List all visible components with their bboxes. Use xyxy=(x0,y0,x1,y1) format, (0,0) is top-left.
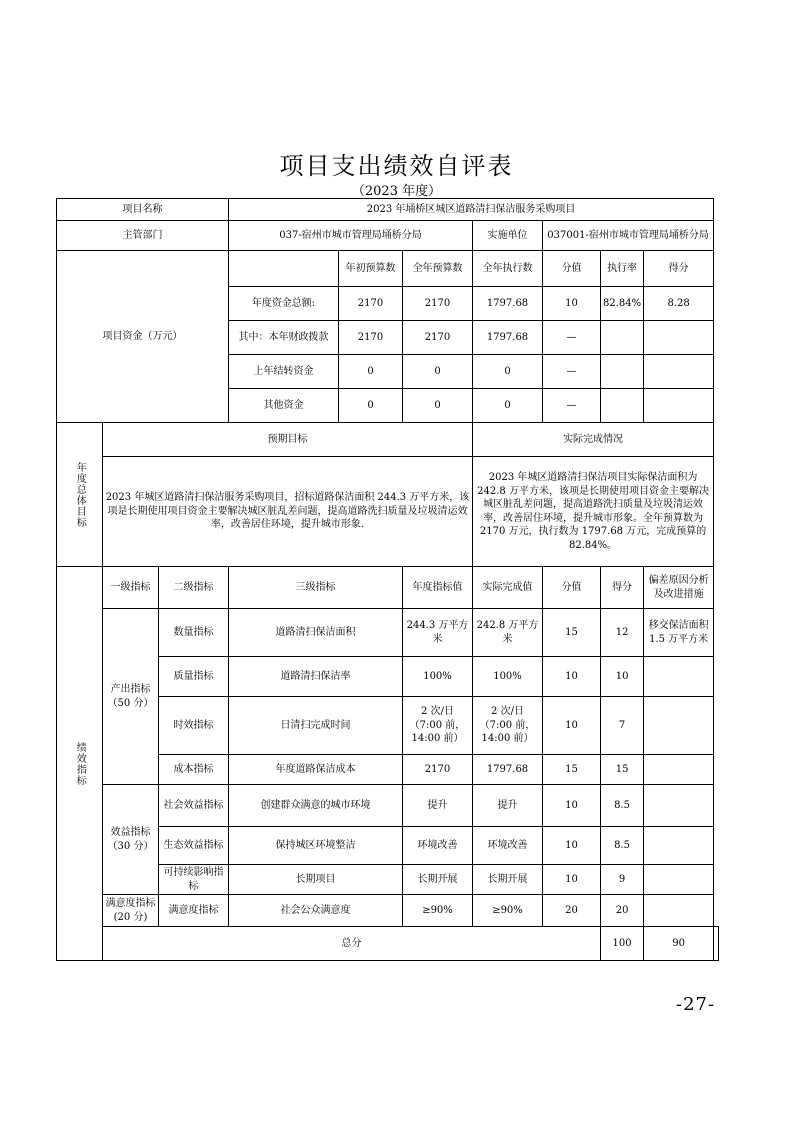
indicator-score: 8.5 xyxy=(601,827,644,865)
funds-header-annual: 全年预算数 xyxy=(403,251,473,287)
indicator-level3: 保持城区环境整洁 xyxy=(229,827,403,865)
goals-actual-text: 2023 年城区道路清扫保洁项目实际保洁面积为 242.8 万平方米，该项是长期使用项目资金主要解决城区脏乱差问题，提高道路洗扫质量及垃圾清运效率，改善居住环境，提升城市形象。全年预算数为 2170 万元，执行数为 1797.68 万元，完成预算的 82.84%。 xyxy=(473,457,714,567)
indicator-actual: 环境改善 xyxy=(473,827,543,865)
funds-header-row xyxy=(57,251,719,287)
total-label: 总分 xyxy=(103,927,601,961)
funds-header-executed: 全年执行数 xyxy=(473,251,543,287)
funds-row-rate xyxy=(601,355,644,389)
indicator-level3: 道路清扫保洁面积 xyxy=(229,609,403,657)
funds-row-name: 其他资金 xyxy=(229,389,339,423)
funds-header-score: 得分 xyxy=(644,251,714,287)
indicator-note xyxy=(644,755,714,785)
funds-row-executed: 0 xyxy=(473,389,543,423)
funds-row-weight: — xyxy=(543,389,601,423)
indicator-weight: 10 xyxy=(543,785,601,827)
goals-label-cell xyxy=(57,423,103,567)
indicator-note: 移交保洁面积 1.5 万平方米 xyxy=(644,609,714,657)
indicator-level2: 生态效益指标 xyxy=(159,827,229,865)
indicator-actual: 1797.68 xyxy=(473,755,543,785)
indicator-level3: 日清扫完成时间 xyxy=(229,697,403,755)
indicator-level3: 年度道路保洁成本 xyxy=(229,755,403,785)
funds-header-initial: 年初预算数 xyxy=(339,251,403,287)
indicator-note xyxy=(644,827,714,865)
funds-row-name: 其中：本年财政拨款 xyxy=(229,321,339,355)
page-number: -27- xyxy=(676,994,716,1015)
indicator-actual: 长期开展 xyxy=(473,865,543,895)
indicator-note xyxy=(644,895,714,927)
goals-expected-text: 2023 年城区道路清扫保洁服务采购项目，招标道路保洁面积 244.3 万平方米，该项是长期使用项目资金主要解决城区脏乱差问题，提高道路洗扫质量及垃圾清运效率，改善居住环境，提升城市形象. xyxy=(103,457,473,567)
funds-row-initial: 0 xyxy=(339,355,403,389)
funds-row-annual: 0 xyxy=(403,355,473,389)
dept-label: 主管部门 xyxy=(57,221,229,251)
goals-label: 年度总体目标 xyxy=(74,461,86,528)
indicator-target: 环境改善 xyxy=(403,827,473,865)
indicator-weight: 15 xyxy=(543,755,601,785)
indicator-row xyxy=(57,895,719,927)
funds-row-score xyxy=(644,389,714,423)
project-name-label: 项目名称 xyxy=(57,199,229,221)
indicator-level2: 成本指标 xyxy=(159,755,229,785)
funds-row-initial: 0 xyxy=(339,389,403,423)
header-note: 偏差原因分析及改进措施 xyxy=(644,567,714,609)
indicator-weight: 10 xyxy=(543,657,601,697)
goals-expected-header: 预期目标 xyxy=(103,423,473,457)
indicator-weight: 10 xyxy=(543,865,601,895)
indicator-note xyxy=(644,865,714,895)
indicator-header-row xyxy=(57,567,719,609)
header-score: 得分 xyxy=(601,567,644,609)
indicator-weight: 15 xyxy=(543,609,601,657)
indicator-level3: 道路清扫保洁率 xyxy=(229,657,403,697)
indicator-weight: 10 xyxy=(543,697,601,755)
header-weight: 分值 xyxy=(543,567,601,609)
funds-row-executed: 1797.68 xyxy=(473,287,543,321)
level1-output: 产出指标（50 分） xyxy=(103,609,159,785)
indicator-score: 7 xyxy=(601,697,644,755)
funds-row-weight: — xyxy=(543,321,601,355)
indicator-note xyxy=(644,697,714,755)
indicator-score: 15 xyxy=(601,755,644,785)
funds-row-name: 年度资金总额: xyxy=(229,287,339,321)
year-label: （2023 年度） xyxy=(351,184,442,199)
indicator-level3: 社会公众满意度 xyxy=(229,895,403,927)
funds-row-score xyxy=(644,355,714,389)
funds-row-initial: 2170 xyxy=(339,287,403,321)
page-title: 项目支出绩效自评表 xyxy=(279,152,514,180)
funds-row-name: 上年结转资金 xyxy=(229,355,339,389)
funds-row-weight: — xyxy=(543,355,601,389)
indicator-target: 长期开展 xyxy=(403,865,473,895)
funds-label: 项目资金（万元） xyxy=(57,251,229,423)
total-note xyxy=(714,927,719,961)
funds-row-annual: 2170 xyxy=(403,287,473,321)
indicator-level2: 满意度指标 xyxy=(159,895,229,927)
goals-header-row xyxy=(57,423,719,457)
dept-value: 037-宿州市城市管理局埇桥分局 xyxy=(229,221,473,251)
indicator-actual: 242.8 万平方米 xyxy=(473,609,543,657)
goals-actual-header: 实际完成情况 xyxy=(473,423,714,457)
indicator-actual: ≥90% xyxy=(473,895,543,927)
funds-row-executed: 1797.68 xyxy=(473,321,543,355)
indicator-level3: 长期项目 xyxy=(229,865,403,895)
funds-row-score: 8.28 xyxy=(644,287,714,321)
indicator-score: 20 xyxy=(601,895,644,927)
indicators-label-cell xyxy=(57,567,103,961)
indicator-weight: 10 xyxy=(543,827,601,865)
indicator-row xyxy=(57,785,719,827)
header-actual: 实际完成值 xyxy=(473,567,543,609)
project-name-row xyxy=(57,199,719,221)
funds-header-blank xyxy=(229,251,339,287)
indicator-actual: 100% xyxy=(473,657,543,697)
indicator-actual: 2 次/日（7:00 前，14:00 前） xyxy=(473,697,543,755)
indicator-target: 244.3 万平方米 xyxy=(403,609,473,657)
total-row xyxy=(57,927,719,961)
funds-row-rate xyxy=(601,389,644,423)
indicator-score: 9 xyxy=(601,865,644,895)
funds-header-weight: 分值 xyxy=(543,251,601,287)
indicator-target: 100% xyxy=(403,657,473,697)
header-target: 年度指标值 xyxy=(403,567,473,609)
project-name-value: 2023 年埇桥区城区道路清扫保洁服务采购项目 xyxy=(229,199,714,221)
header-level3: 三级指标 xyxy=(229,567,403,609)
indicator-score: 12 xyxy=(601,609,644,657)
indicator-weight: 20 xyxy=(543,895,601,927)
funds-row-annual: 0 xyxy=(403,389,473,423)
indicator-level2: 可持续影响指标 xyxy=(159,865,229,895)
indicator-score: 10 xyxy=(601,657,644,697)
indicator-level2: 时效指标 xyxy=(159,697,229,755)
indicator-level2: 数量指标 xyxy=(159,609,229,657)
level1-satisfaction: 满意度指标(20 分) xyxy=(103,895,159,927)
evaluation-table xyxy=(56,198,719,961)
funds-row-score xyxy=(644,321,714,355)
funds-row-rate xyxy=(601,321,644,355)
indicator-score: 8.5 xyxy=(601,785,644,827)
header-level2: 二级指标 xyxy=(159,567,229,609)
funds-row-initial: 2170 xyxy=(339,321,403,355)
indicator-target: ≥90% xyxy=(403,895,473,927)
indicator-level2: 社会效益指标 xyxy=(159,785,229,827)
funds-header-rate: 执行率 xyxy=(601,251,644,287)
indicator-target: 提升 xyxy=(403,785,473,827)
indicator-level3: 创建群众满意的城市环境 xyxy=(229,785,403,827)
header-level1: 一级指标 xyxy=(103,567,159,609)
level1-benefit: 效益指标（30 分） xyxy=(103,785,159,895)
funds-row-rate: 82.84% xyxy=(601,287,644,321)
indicator-target: 2 次/日（7:00 前，14:00 前） xyxy=(403,697,473,755)
dept-row xyxy=(57,221,719,251)
funds-row-weight: 10 xyxy=(543,287,601,321)
indicator-note xyxy=(644,785,714,827)
goals-text-row xyxy=(57,457,719,567)
total-weight: 100 xyxy=(601,927,644,961)
indicator-target: 2170 xyxy=(403,755,473,785)
impl-value: 037001-宿州市城市管理局埇桥分局 xyxy=(543,221,714,251)
funds-row-executed: 0 xyxy=(473,355,543,389)
indicator-row xyxy=(57,609,719,657)
indicator-actual: 提升 xyxy=(473,785,543,827)
indicator-note xyxy=(644,657,714,697)
indicators-label: 绩效指标 xyxy=(74,741,86,786)
funds-row-annual: 2170 xyxy=(403,321,473,355)
total-score: 90 xyxy=(644,927,714,961)
indicator-level2: 质量指标 xyxy=(159,657,229,697)
impl-label: 实施单位 xyxy=(473,221,543,251)
